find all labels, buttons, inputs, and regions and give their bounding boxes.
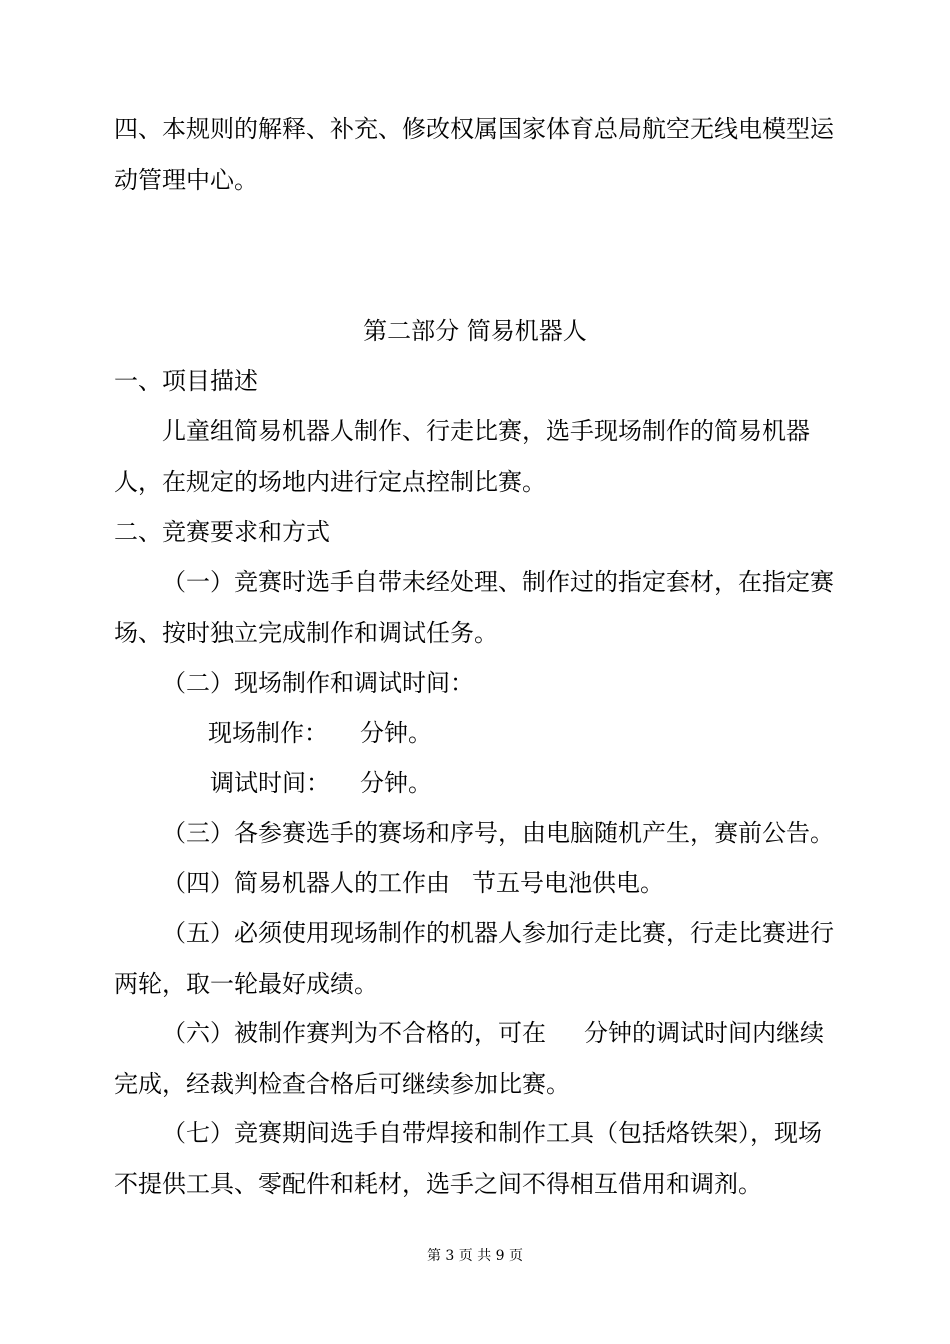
item-2-make-time — [208, 708, 930, 759]
make-time-label: 现场制作： — [208, 719, 328, 747]
item-4-prefix: （四）简易机器人的工作由 — [162, 869, 450, 897]
item-6-prefix: （六）被制作赛判为不合格的，可在 — [162, 1019, 546, 1047]
section-1-heading: 一、项目描述 — [114, 367, 258, 395]
part-title: 第二部分 简易机器人 — [363, 317, 587, 345]
item-7: （七）竞赛期间选手自带焊接和制作工具（包括烙铁架），现场不提供工具、零配件和耗材，选手之间不得相互借用和调剂。 — [114, 1119, 822, 1198]
item-2: （二）现场制作和调试时间： — [162, 669, 474, 697]
debug-time-unit: 分钟。 — [360, 769, 432, 797]
section-1-body: 儿童组简易机器人制作、行走比赛，选手现场制作的简易机器人，在规定的场地内进行定点控制比赛。 — [114, 417, 810, 496]
item-2-debug-time — [210, 758, 932, 809]
item-6 — [114, 1008, 836, 1110]
item-4-suffix: 节五号电池供电。 — [472, 869, 664, 897]
debug-time-label: 调试时间： — [210, 769, 330, 797]
make-time-unit: 分钟。 — [360, 719, 432, 747]
item-1: （一）竞赛时选手自带未经处理、制作过的指定套材，在指定赛场、按时独立完成制作和调试任务。 — [114, 568, 834, 647]
page-footer: 第 3 页 共 9 页 — [426, 1248, 524, 1264]
section-2-heading: 二、竞赛要求和方式 — [114, 518, 330, 546]
item-6-suffix: 分钟的调试时间内继续完成，经裁判检查合格后可继续参加比赛。 — [114, 1019, 824, 1098]
rule-4-paragraph: 四、本规则的解释、补充、修改权属国家体育总局航空无线电模型运动管理中心。 — [114, 115, 834, 194]
item-4 — [114, 858, 836, 909]
item-3: （三）各参赛选手的赛场和序号，由电脑随机产生，赛前公告。 — [162, 819, 834, 847]
item-5: （五）必须使用现场制作的机器人参加行走比赛，行走比赛进行两轮，取一轮最好成绩。 — [114, 919, 834, 998]
